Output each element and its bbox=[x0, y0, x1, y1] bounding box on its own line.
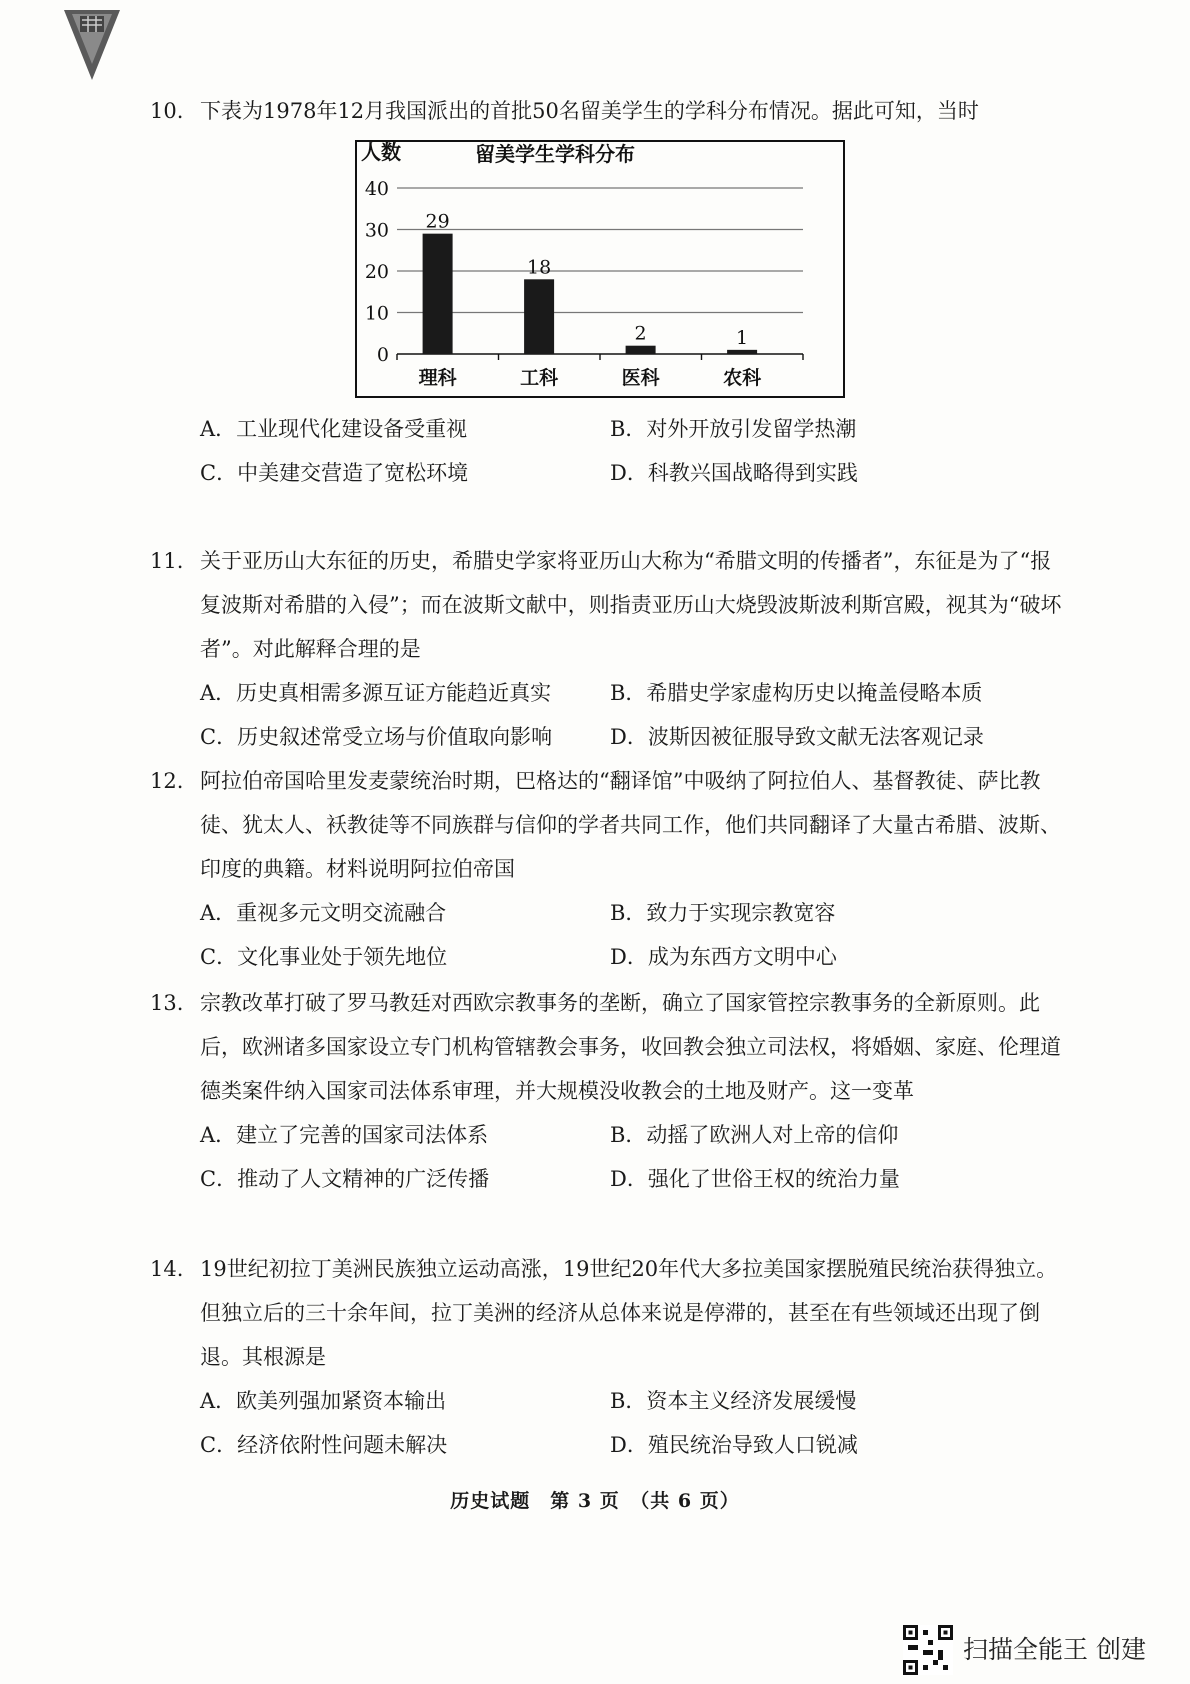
bar-工科 bbox=[524, 279, 554, 354]
qr-code-icon bbox=[903, 1625, 953, 1675]
x-tick-label: 医科 bbox=[621, 367, 660, 389]
answer-option-a[interactable]: A．欧美列强加紧资本输出 bbox=[200, 1389, 447, 1413]
answer-option-c[interactable]: C．推动了人文精神的广泛传播 bbox=[200, 1167, 490, 1191]
answer-options bbox=[200, 671, 1065, 759]
question-stem: 阿拉伯帝国哈里发麦蒙统治时期，巴格达的“翻译馆”中吸纳了阿拉伯人、基督教徒、萨比教徒、犹太人、袄教徒等不同族群与信仰的学者共同工作，他们共同翻译了大量古希腊、波斯、印度的典籍。材料说明阿拉伯帝国 bbox=[200, 769, 1061, 881]
question-13 bbox=[150, 981, 1065, 1201]
question-stem: 关于亚历山大东征的历史，希腊史学家将亚历山大称为“希腊文明的传播者”，东征是为了“报复波斯对希腊的入侵”；而在波斯文献中，则指责亚历山大烧毁波斯波利斯宫殿，视其为“破坏者”。对此解释合理的是 bbox=[200, 549, 1062, 661]
question-number: 13. bbox=[150, 991, 184, 1015]
answer-option-c[interactable]: C．中美建交营造了宽松环境 bbox=[200, 461, 469, 485]
y-tick-label: 10 bbox=[364, 302, 389, 325]
data-label: 18 bbox=[527, 256, 552, 279]
question-number: 11. bbox=[150, 549, 184, 573]
question-number: 12. bbox=[150, 769, 184, 793]
answer-option-d[interactable]: D．强化了世俗王权的统治力量 bbox=[610, 1167, 900, 1191]
x-tick-label: 理科 bbox=[418, 367, 457, 389]
question-12 bbox=[150, 759, 1065, 979]
question-11 bbox=[150, 539, 1065, 759]
question-stem: 下表为1978年12月我国派出的首批50名留美学生的学科分布情况。据此可知，当时 bbox=[200, 99, 979, 123]
y-axis-label: 人数 bbox=[361, 140, 401, 164]
answer-option-a[interactable]: A．重视多元文明交流融合 bbox=[200, 901, 447, 925]
answer-options bbox=[200, 891, 1065, 979]
question-stem: 19世纪初拉丁美洲民族独立运动高涨，19世纪20年代大多拉美国家摆脱殖民统治获得独立。但独立后的三十余年间，拉丁美洲的经济从总体来说是停滞的，甚至在有些领域还出现了倒退。其根源是 bbox=[200, 1257, 1058, 1369]
answer-option-b[interactable]: B．致力于实现宗教宽容 bbox=[610, 901, 836, 925]
answer-option-a[interactable]: A．历史真相需多源互证方能趋近真实 bbox=[200, 681, 552, 705]
bar-医科 bbox=[626, 346, 656, 354]
answer-option-b[interactable]: B．动摇了欧洲人对上帝的信仰 bbox=[610, 1123, 899, 1147]
answer-options bbox=[200, 407, 1065, 495]
question-stem: 宗教改革打破了罗马教廷对西欧宗教事务的垄断，确立了国家管控宗教事务的全新原则。此后，欧洲诸多国家设立专门机构管辖教会事务，收回教会独立司法权，将婚姻、家庭、伦理道德类案件纳入国家司法体系审理，并大规模没收教会的土地及财产。这一变革 bbox=[200, 991, 1061, 1103]
y-tick-label: 20 bbox=[364, 261, 389, 283]
y-tick-label: 40 bbox=[364, 178, 389, 200]
data-label: 29 bbox=[425, 210, 450, 233]
bar-农科 bbox=[727, 350, 757, 354]
chart-title: 留美学生学科分布 bbox=[475, 142, 635, 166]
bar-chart bbox=[355, 140, 845, 398]
question-14 bbox=[150, 1247, 1065, 1467]
y-tick-label: 0 bbox=[376, 344, 389, 366]
answer-option-d[interactable]: D．殖民统治导致人口锐减 bbox=[610, 1433, 858, 1457]
answer-option-a[interactable]: A．工业现代化建设备受重视 bbox=[200, 417, 468, 441]
question-number: 14. bbox=[150, 1257, 184, 1281]
answer-option-c[interactable]: C．历史叙述常受立场与价值取向影响 bbox=[200, 725, 553, 749]
answer-option-c[interactable]: C．经济依附性问题未解决 bbox=[200, 1433, 448, 1457]
data-label: 2 bbox=[634, 322, 647, 345]
answer-options bbox=[200, 1379, 1065, 1467]
y-tick-label: 30 bbox=[364, 219, 389, 242]
answer-option-d[interactable]: D．成为东西方文明中心 bbox=[610, 945, 837, 969]
answer-option-b[interactable]: B．希腊史学家虚构历史以掩盖侵略本质 bbox=[610, 681, 983, 705]
x-tick-label: 工科 bbox=[520, 367, 559, 389]
answer-option-d[interactable]: D．科教兴国战略得到实践 bbox=[610, 461, 858, 485]
answer-options bbox=[200, 1113, 1065, 1201]
x-tick-label: 农科 bbox=[723, 367, 762, 389]
answer-option-d[interactable]: D．波斯因被征服导致文献无法客观记录 bbox=[610, 725, 984, 749]
scanner-watermark: 扫描全能王 创建 bbox=[963, 1635, 1146, 1664]
bar-理科 bbox=[423, 234, 453, 354]
answer-option-c[interactable]: C．文化事业处于领先地位 bbox=[200, 945, 448, 969]
answer-option-b[interactable]: B．对外开放引发留学热潮 bbox=[610, 417, 857, 441]
answer-option-b[interactable]: B．资本主义经济发展缓慢 bbox=[610, 1389, 857, 1413]
corner-emblem-icon bbox=[64, 10, 120, 80]
data-label: 1 bbox=[736, 326, 749, 349]
answer-option-a[interactable]: A．建立了完善的国家司法体系 bbox=[200, 1123, 489, 1147]
question-number: 10. bbox=[150, 99, 184, 123]
page-footer: 历史试题 第 3 页 （共 6 页） bbox=[450, 1490, 740, 1512]
